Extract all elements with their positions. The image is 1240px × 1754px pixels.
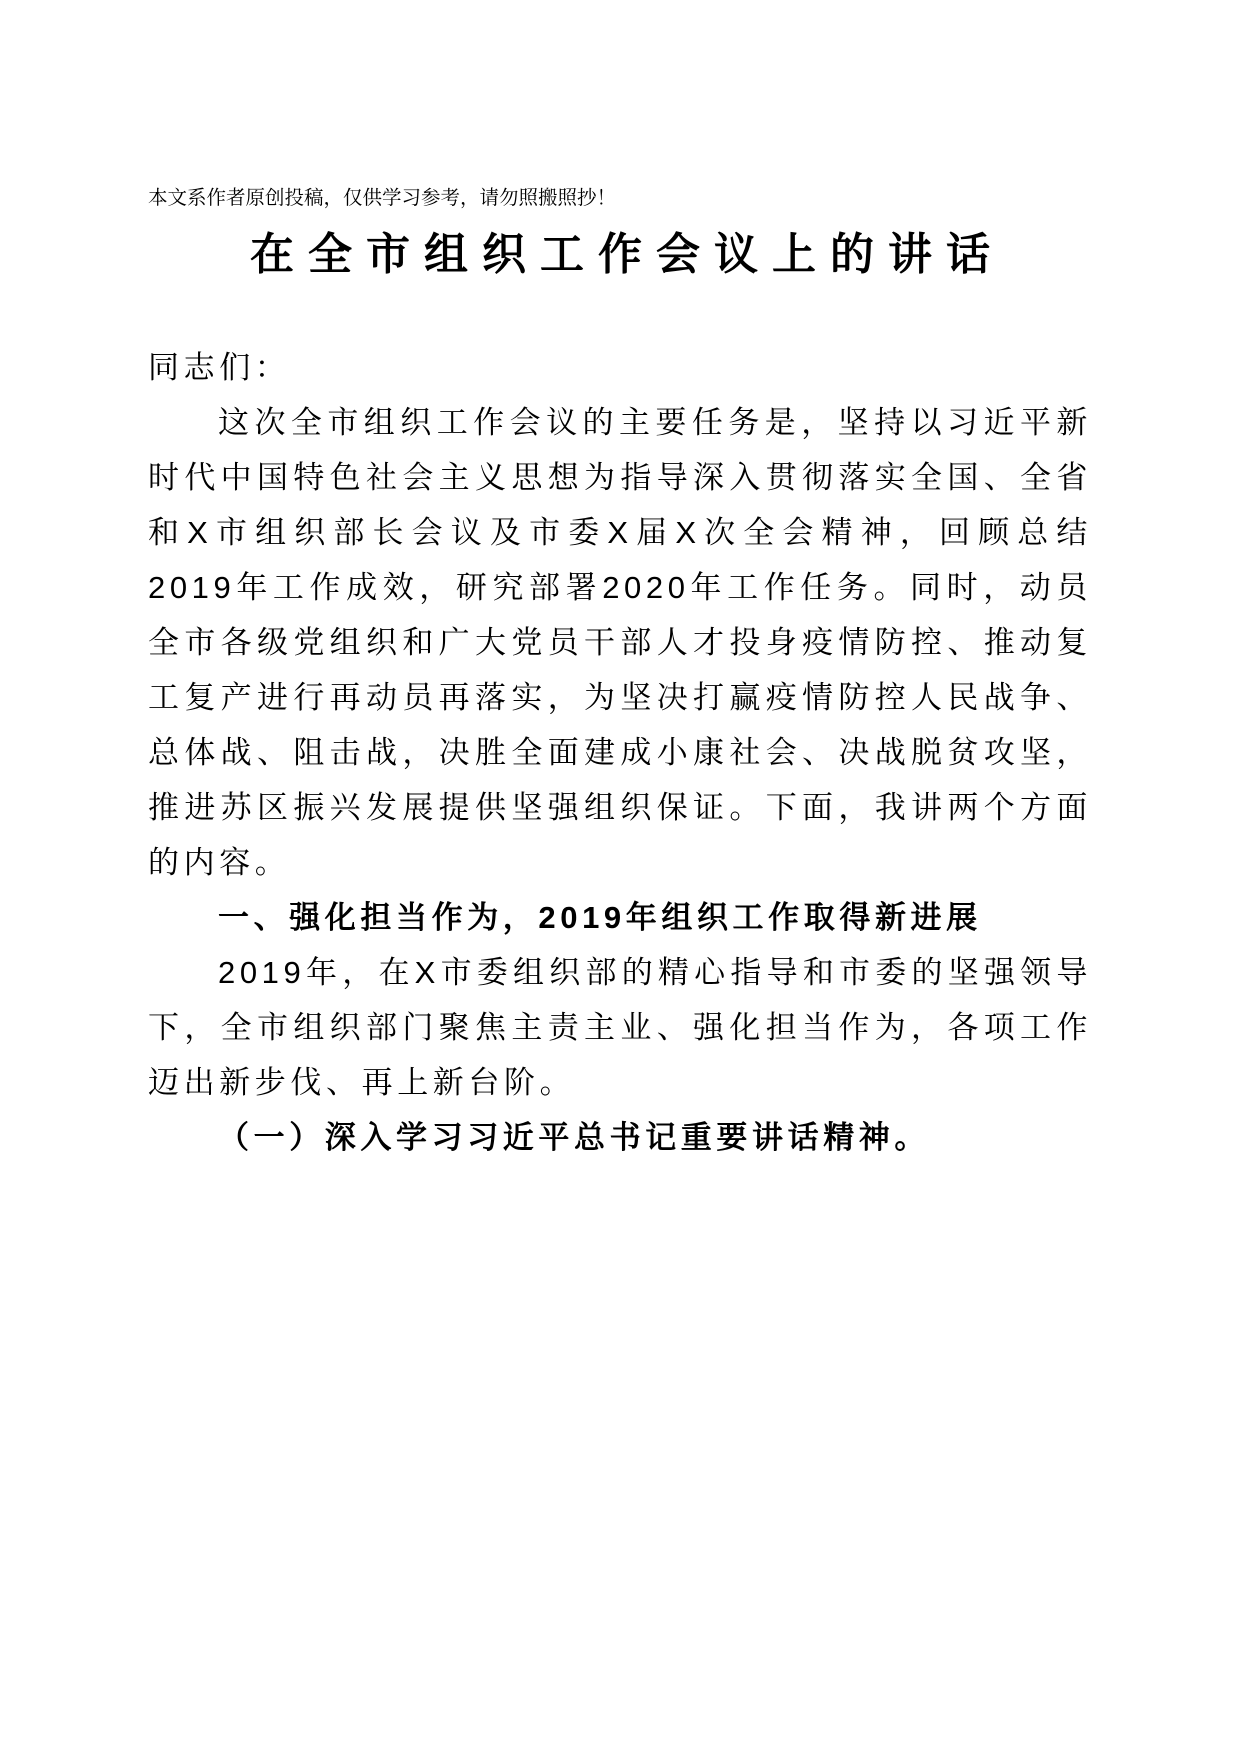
page-title: 在全市组织工作会议上的讲话 xyxy=(250,230,1004,280)
body-paragraph: 这次全市组织工作会议的主要任务是，坚持以习近平新时代中国特色社会主义思想为指导深入贯彻落实全国、全省和X市组织部长会议及市委X届X次全会精神，回顾总结2019年工作成效，研究部署2020年工作任务。同时，动员全市各级党组织和广大党员干部人才投身疫情防控、推动复工复产进行再动员再落实，为坚决打赢疫情防控人民战争、总体战、阻击战，决胜全面建成小康社会、决战脱贫攻坚，推进苏区振兴发展提供坚强组织保证。下面，我讲两个方面的内容。 xyxy=(148,405,1092,881)
subsection-heading: （一）深入学习习近平总书记重要讲话精神。 xyxy=(218,1120,930,1156)
document-content xyxy=(148,186,1092,1165)
body-paragraph: 2019年，在X市委组织部的精心指导和市委的坚强领导下，全市组织部门聚焦主责主业、强化担当作为，各项工作迈出新步伐、再上新台阶。 xyxy=(148,955,1092,1101)
section-heading: 一、强化担当作为，2019年组织工作取得新进展 xyxy=(218,900,982,936)
salutation: 同志们： xyxy=(148,350,291,386)
title-spacer xyxy=(148,282,1092,340)
copyright-notice: 本文系作者原创投稿，仅供学习参考，请勿照搬照抄！ xyxy=(148,187,617,209)
